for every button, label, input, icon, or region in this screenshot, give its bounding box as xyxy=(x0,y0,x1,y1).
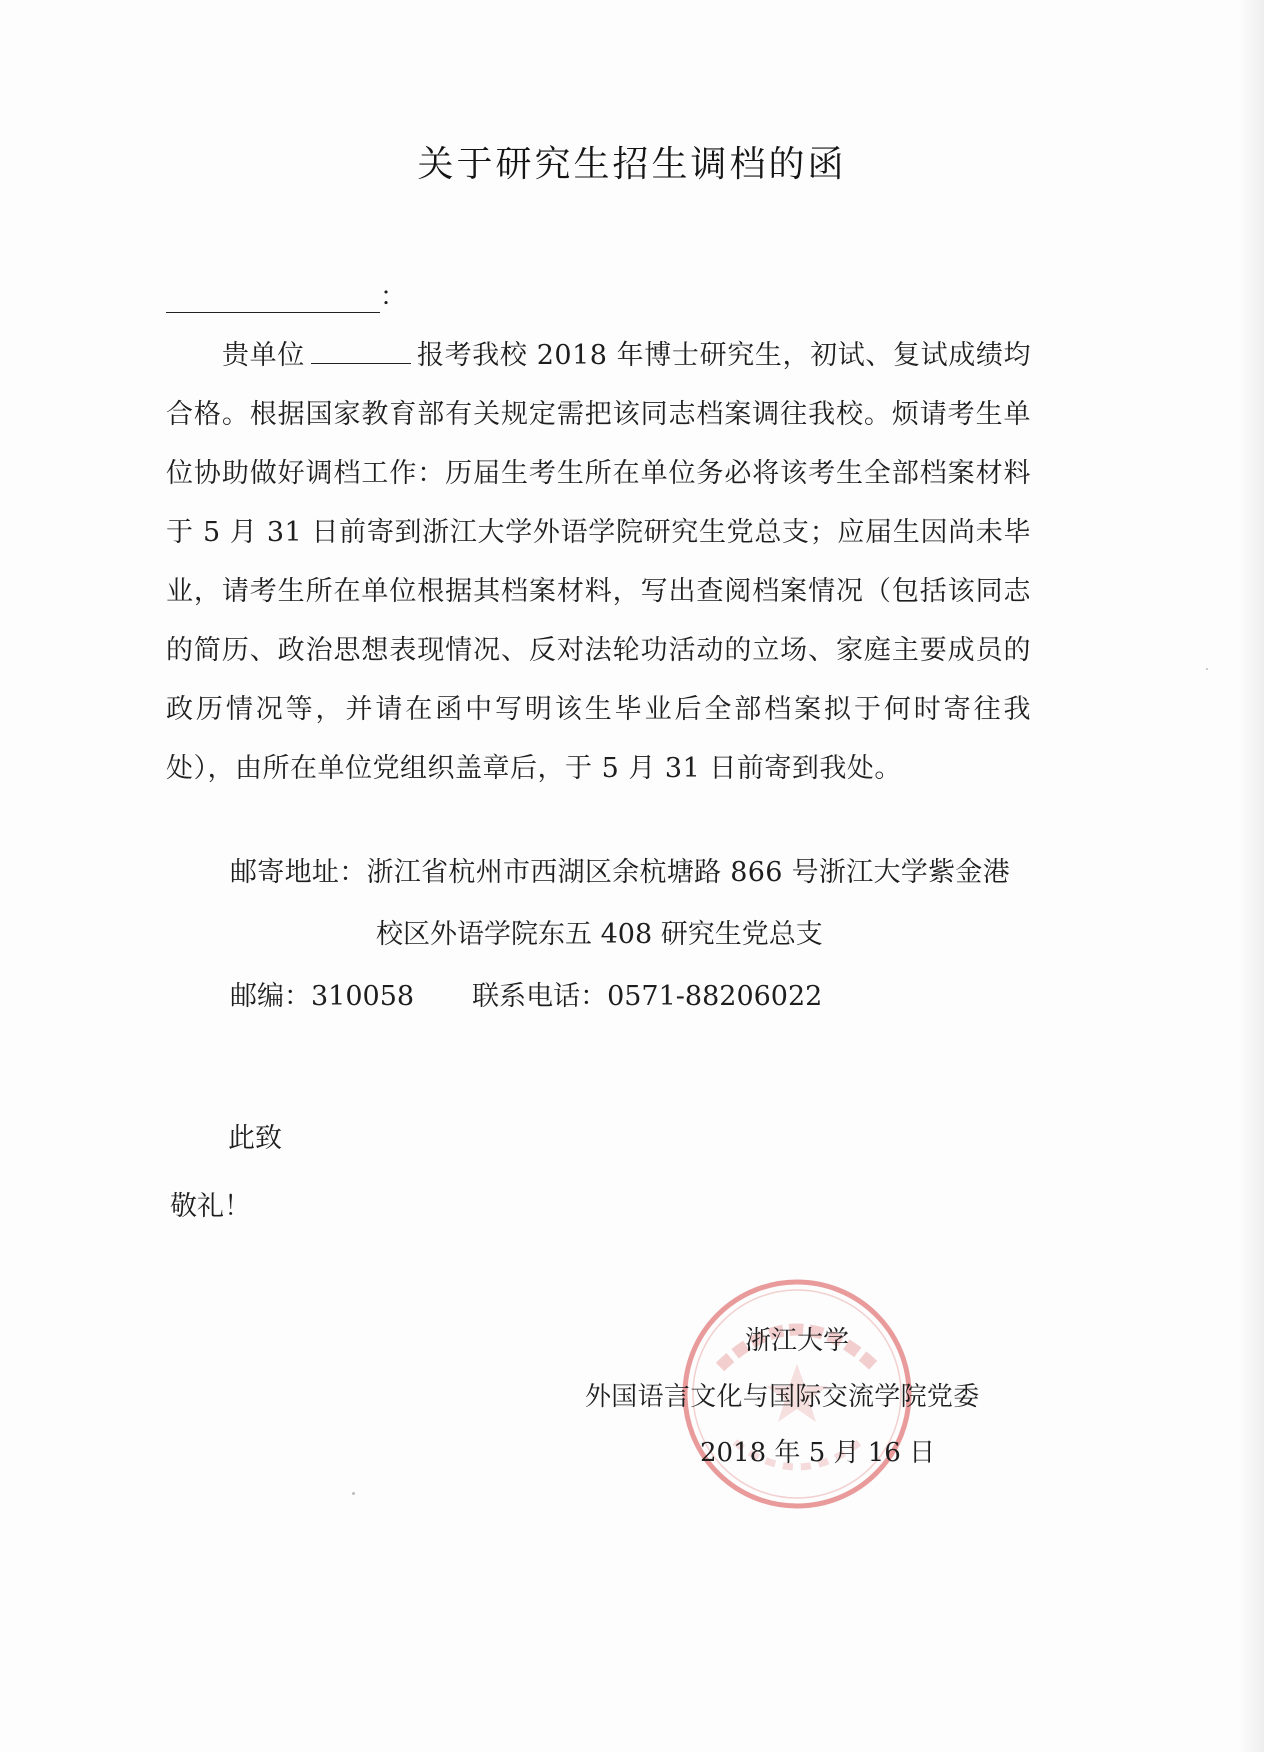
contact-phone: 联系电话：0571-88206022 xyxy=(472,981,823,1012)
salutation-line xyxy=(166,276,406,313)
scan-speck xyxy=(352,1492,355,1495)
postal-code: 邮编：310058 xyxy=(230,981,415,1012)
contact-line xyxy=(230,974,822,1013)
letter-body xyxy=(166,326,1031,798)
mailing-address-line2: 校区外语学院东五 408 研究生党总支 xyxy=(376,919,823,950)
signature-department: 外国语言文化与国际交流学院党委 xyxy=(585,1382,980,1412)
document-title: 关于研究生招生调档的函 xyxy=(417,144,847,185)
scan-speck xyxy=(1206,668,1208,670)
closing-jingli: 敬礼！ xyxy=(170,1191,251,1222)
body-paragraph: 报考我校 2018 年博士研究生，初试、复试成绩均合格。根据国家教育部有关规定需把该同志档案调往我校。烦请考生单位协助做好调档工作：历届生考生所在单位务必将该考生全部档案材料于 5 月 31 日前寄到浙江大学外语学院研究生党总支；应届生因尚未毕业，请考生所在单位根据其档案材料，写出查阅档案情况（包括该同志的简历、政治思想表现情况、反对法轮功活动的立场、家庭主要成员的政历情况等，并请在函中写明该生毕业后全部档案拟于何时寄往我处），由所在单位党组织盖章后，于 5 月 31 日前寄到我处。 xyxy=(166,340,1031,784)
salutation-colon: ： xyxy=(380,282,407,312)
signature-date: 2018 年 5 月 16 日 xyxy=(700,1438,936,1468)
closing-cizhi: 此致 xyxy=(228,1123,282,1154)
body-lead: 贵单位 xyxy=(222,340,305,371)
signature-organization: 浙江大学 xyxy=(745,1326,850,1356)
scan-edge-shadow xyxy=(1238,0,1264,1752)
mailing-address-line1: 邮寄地址：浙江省杭州市西湖区余杭塘路 866 号浙江大学紫金港 xyxy=(230,857,1010,888)
applicant-name-blank xyxy=(311,339,411,364)
recipient-blank xyxy=(166,286,380,313)
